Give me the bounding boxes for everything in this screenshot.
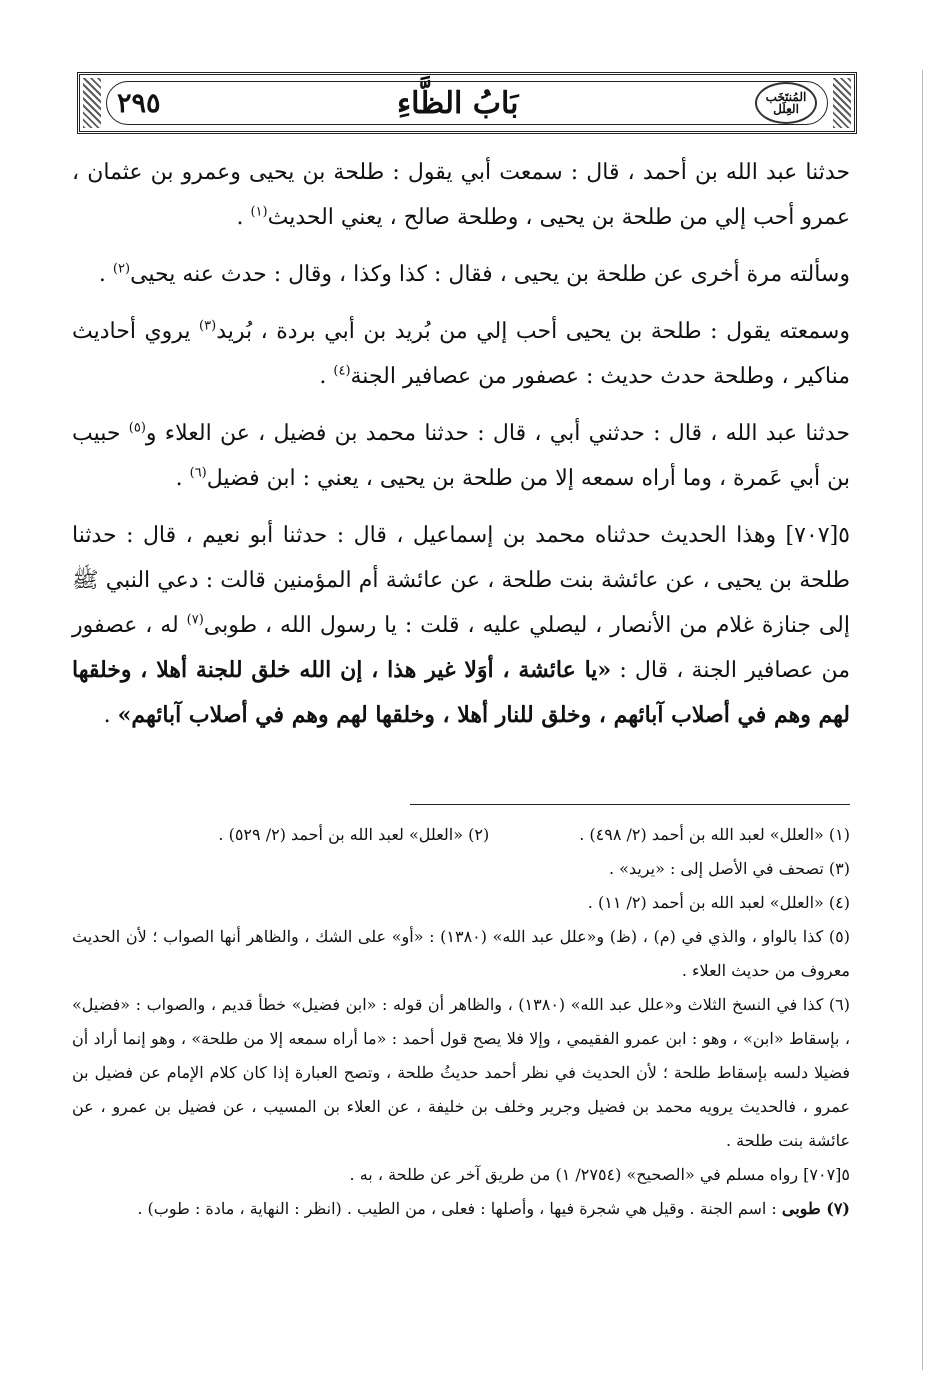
footnote-row-1-2 — [72, 818, 850, 852]
header-cartouche — [106, 81, 828, 125]
ornament-border-left — [83, 78, 101, 128]
chapter-title: بَابُ الظَّاءِ — [397, 85, 519, 121]
footnote-ref: (١) — [250, 204, 268, 220]
footnote-707: ٥[٧٠٧] رواه مسلم في «الصحيح» (٢٧٥٤/ ١) من طريق آخر عن طلحة ، به . — [349, 1165, 850, 1184]
main-text — [72, 150, 850, 750]
footnotes — [72, 818, 850, 1226]
footnote-ref: (٢) — [112, 261, 131, 277]
hadith-paragraph: ٥[٧٠٧] وهذا الحديث حدثناه محمد بن إسماعيل ، قال : حدثنا أبو نعيم ، قال : حدثنا طلحة بن يحيى ، عن عائشة بنت طلحة ، عن عائشة أم المؤمنين قالت : دعي النبي ﷺ إلى جنازة غلام من الأنصار ، ليصلي عليه ، قلت : يا رسول الله ، طوبى$^{(٧)}$ له ، عصفور من عصافير الجنة ، قال : «يا عائشة ، أوَلا غير هذا ، إن الله خلق للجنة أهلا ، وخلقها لهم وهم في أصلاب آبائهم ، وخلق للنار أهلا ، وخلقها لهم وهم في أصلاب آبائهم» . — [72, 523, 851, 728]
page-header — [77, 72, 857, 134]
book-logo — [755, 82, 817, 124]
footnote-ref: (٧) — [186, 612, 204, 628]
hadith-number: ٥[٧٠٧] — [785, 523, 850, 548]
footnote-separator — [410, 804, 850, 805]
footnote-ref: (٣) — [199, 318, 217, 334]
paragraph-3: وسمعته يقول : طلحة بن يحيى أحب إلي من بُريد بن أبي بردة ، بُريد$^{(٣)}$ يروي أحاديث مناكير ، وطلحة حدث حديث : عصفور من عصافير الجنة$^{(٤)}$ . — [72, 318, 850, 389]
footnote-2: (٢) «العلل» لعبد الله بن أحمد (٢/ ٥٢٩) . — [218, 825, 490, 844]
footnote-5: (٥) كذا بالواو ، والذي في (م) ، (ظ) و«علل عبد الله» (١٣٨٠) : «أو» على الشك ، والظاهر أنها الصواب ؛ لأن الحديث معروف من حديث العلاء . — [72, 927, 850, 980]
paragraph-1: حدثنا عبد الله بن أحمد ، قال : سمعت أبي يقول : طلحة بن يحيى وعمرو بن عثمان ، عمرو أحب إلي من طلحة بن يحيى ، وطلحة صالح ، يعني الحديث$^{(١)}$ . — [72, 160, 850, 230]
margin-rule — [922, 70, 923, 1370]
footnote-ref: (٦) — [189, 465, 207, 481]
paragraph-4: حدثنا عبد الله ، قال : حدثني أبي ، قال : حدثنا محمد بن فضيل ، عن العلاء و$^{(٥)}$ حبيب بن أبي عَمرة ، وما أراه سمعه إلا من طلحة بن يحيى ، يعني : ابن فضيل$^{(٦)}$ . — [72, 420, 851, 491]
footnote-6: (٦) كذا في النسخ الثلاث و«علل عبد الله» (١٣٨٠) ، والظاهر أن قوله : «ابن فضيل» خطأ قديم ، والصواب : «فضيل» ، بإسقاط «ابن» ، وهو : ابن عمرو الفقيمي ، وإلا فلا يصح قول أحمد : «ما أراه سمعه إلا من طلحة» ، وهو إنما أراد أن فضيلا دلسه بإسقاط طلحة ؛ لأن الحديث في نظر أحمد حديثُ طلحة ، وتصح العبارة إذا كان كلام الإمام عن فضيل بن عمرو ، فالحديث يرويه محمد بن فضيل وجرير وخلف بن خليفة ، عن العلاء بن المسيب ، عن فضيل بن عمرو ، عن عائشة بنت طلحة . — [72, 995, 851, 1150]
footnote-1: (١) «العلل» لعبد الله بن أحمد (٢/ ٤٩٨) . — [579, 825, 850, 844]
ornament-border-right — [833, 78, 851, 128]
footnote-3: (٣) تصحف في الأصل إلى : «يريد» . — [608, 859, 850, 878]
footnote-7: (٧) طوبى : اسم الجنة . وقيل هي شجرة فيها ، وأصلها : فعلى ، من الطيب . (انظر : النهاية ، مادة : طوب) . — [137, 1199, 850, 1218]
hadith-quote: «يا عائشة ، أوَلا غير هذا ، إن الله خلق للجنة أهلا ، وخلقها لهم وهم في أصلاب آبائهم ، وخلق للنار أهلا ، وخلقها لهم وهم في أصلاب آبائهم» — [72, 657, 850, 728]
paragraph-2: وسألته مرة أخرى عن طلحة بن يحيى ، فقال : كذا وكذا ، وقال : حدث عنه يحيى$^{(٢)}$ . — [98, 261, 850, 287]
book-logo-text: المُنتَخَب العِلَل — [765, 90, 807, 116]
page-number: ٢٩٥ — [117, 87, 161, 119]
footnote-ref: (٤) — [333, 363, 351, 379]
footnote-4: (٤) «العلل» لعبد الله بن أحمد (٢/ ١١) . — [587, 893, 850, 912]
footnote-ref: (٥) — [128, 420, 146, 436]
